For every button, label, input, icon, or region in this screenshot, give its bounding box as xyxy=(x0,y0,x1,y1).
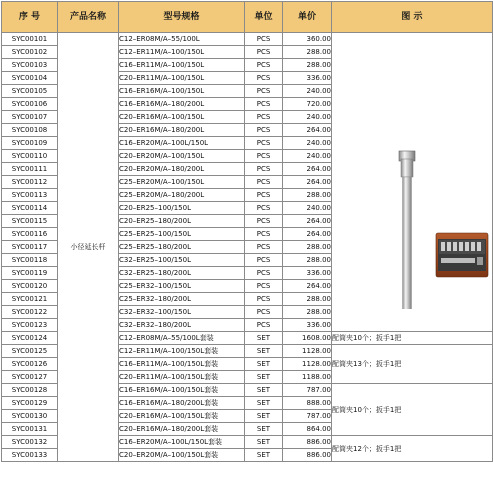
row-code: SYC00124 xyxy=(2,332,58,345)
row-unit: PCS xyxy=(245,124,283,137)
row-price: 886.00 xyxy=(283,449,332,462)
row-unit: PCS xyxy=(245,241,283,254)
header-row xyxy=(2,2,493,33)
row-model: C16–ER16M/A–180/200L套装 xyxy=(119,397,245,410)
row-unit: SET xyxy=(245,345,283,358)
row-code: SYC00110 xyxy=(2,150,58,163)
row-model: C16–ER16M/A–180/200L xyxy=(119,98,245,111)
row-model: C20–ER20M/A–180/200L xyxy=(119,163,245,176)
row-model: C16–ER16M/A–100/150L套装 xyxy=(119,384,245,397)
extension-rod-image xyxy=(332,33,492,309)
row-price: 1128.00 xyxy=(283,345,332,358)
row-price: 1188.00 xyxy=(283,371,332,384)
row-unit: PCS xyxy=(245,72,283,85)
row-code: SYC00133 xyxy=(2,449,58,462)
row-unit: SET xyxy=(245,384,283,397)
row-code: SYC00121 xyxy=(2,293,58,306)
row-price: 360.00 xyxy=(283,33,332,46)
product-name-cell: 小径延长杆 xyxy=(58,33,119,462)
row-code: SYC00101 xyxy=(2,33,58,46)
row-code: SYC00106 xyxy=(2,98,58,111)
row-unit: PCS xyxy=(245,111,283,124)
row-price: 787.00 xyxy=(283,384,332,397)
row-model: C20–ER11M/A–100/150L xyxy=(119,72,245,85)
row-price: 288.00 xyxy=(283,254,332,267)
row-model: C20–ER16M/A–100/150L套装 xyxy=(119,410,245,423)
row-price: 336.00 xyxy=(283,72,332,85)
row-model: C25–ER25–180/200L xyxy=(119,241,245,254)
table-row xyxy=(2,33,493,46)
row-model: C16–ER11M/A–100/150L xyxy=(119,59,245,72)
row-code: SYC00111 xyxy=(2,163,58,176)
header-unit: 单位 xyxy=(245,2,283,33)
row-unit: PCS xyxy=(245,319,283,332)
row-unit: PCS xyxy=(245,267,283,280)
row-unit: SET xyxy=(245,371,283,384)
row-code: SYC00128 xyxy=(2,384,58,397)
row-model: C16–ER16M/A–100/150L xyxy=(119,85,245,98)
row-unit: SET xyxy=(245,423,283,436)
row-price: 288.00 xyxy=(283,189,332,202)
row-price: 288.00 xyxy=(283,306,332,319)
row-code: SYC00120 xyxy=(2,280,58,293)
row-model: C20–ER16M/A–100/150L xyxy=(119,111,245,124)
row-unit: PCS xyxy=(245,228,283,241)
row-price: 1128.00 xyxy=(283,358,332,371)
row-code: SYC00123 xyxy=(2,319,58,332)
row-price: 240.00 xyxy=(283,85,332,98)
row-code: SYC00108 xyxy=(2,124,58,137)
row-unit: SET xyxy=(245,397,283,410)
row-code: SYC00125 xyxy=(2,345,58,358)
row-model: C16–ER11M/A–100/150L套装 xyxy=(119,358,245,371)
row-price: 288.00 xyxy=(283,46,332,59)
row-code: SYC00127 xyxy=(2,371,58,384)
row-unit: PCS xyxy=(245,59,283,72)
row-code: SYC00129 xyxy=(2,397,58,410)
header-illustration: 图 示 xyxy=(332,2,493,33)
row-unit: SET xyxy=(245,449,283,462)
header-model: 型号规格 xyxy=(119,2,245,33)
row-model: C20–ER16M/A–180/200L套装 xyxy=(119,423,245,436)
note-cell: 配筒夹10个；扳手1把 xyxy=(332,384,493,436)
row-model: C20–ER25–100/150L xyxy=(119,202,245,215)
row-model: C12–ER08M/A–55/100L xyxy=(119,33,245,46)
row-unit: PCS xyxy=(245,254,283,267)
row-unit: PCS xyxy=(245,293,283,306)
row-code: SYC00103 xyxy=(2,59,58,72)
row-price: 264.00 xyxy=(283,280,332,293)
row-model: C32–ER32–180/200L xyxy=(119,319,245,332)
row-unit: SET xyxy=(245,332,283,345)
row-code: SYC00104 xyxy=(2,72,58,85)
row-price: 264.00 xyxy=(283,163,332,176)
row-code: SYC00132 xyxy=(2,436,58,449)
row-code: SYC00115 xyxy=(2,215,58,228)
row-code: SYC00117 xyxy=(2,241,58,254)
row-unit: PCS xyxy=(245,163,283,176)
row-unit: SET xyxy=(245,358,283,371)
row-code: SYC00116 xyxy=(2,228,58,241)
row-price: 720.00 xyxy=(283,98,332,111)
row-code: SYC00109 xyxy=(2,137,58,150)
row-model: C32–ER32–100/150L xyxy=(119,306,245,319)
row-unit: SET xyxy=(245,436,283,449)
row-price: 888.00 xyxy=(283,397,332,410)
row-unit: SET xyxy=(245,410,283,423)
row-unit: PCS xyxy=(245,98,283,111)
row-code: SYC00107 xyxy=(2,111,58,124)
row-model: C20–ER16M/A–180/200L xyxy=(119,124,245,137)
row-model: C25–ER25–100/150L xyxy=(119,228,245,241)
row-unit: PCS xyxy=(245,176,283,189)
row-model: C32–ER25–180/200L xyxy=(119,267,245,280)
row-unit: PCS xyxy=(245,189,283,202)
row-model: C12–ER11M/A–100/150L xyxy=(119,46,245,59)
note-cell: 配筒夹12个；扳手1把 xyxy=(332,436,493,462)
header-product-name: 产品名称 xyxy=(58,2,119,33)
note-cell: 配筒夹10个；扳手1把 xyxy=(332,332,493,345)
row-unit: PCS xyxy=(245,46,283,59)
row-price: 288.00 xyxy=(283,59,332,72)
header-price: 单价 xyxy=(283,2,332,33)
row-unit: PCS xyxy=(245,280,283,293)
row-price: 1608.00 xyxy=(283,332,332,345)
row-model: C25–ER20M/A–100/150L xyxy=(119,176,245,189)
row-price: 336.00 xyxy=(283,267,332,280)
row-price: 240.00 xyxy=(283,150,332,163)
row-model: C12–ER11M/A–100/150L套装 xyxy=(119,345,245,358)
row-unit: PCS xyxy=(245,202,283,215)
note-cell: 配筒夹13个；扳手1把 xyxy=(332,345,493,384)
row-price: 886.00 xyxy=(283,436,332,449)
row-price: 264.00 xyxy=(283,228,332,241)
row-model: C20–ER20M/A–100/150L xyxy=(119,150,245,163)
row-unit: PCS xyxy=(245,85,283,98)
row-model: C16–ER20M/A–100L/150L套装 xyxy=(119,436,245,449)
row-price: 264.00 xyxy=(283,176,332,189)
price-table xyxy=(1,1,493,462)
row-price: 288.00 xyxy=(283,241,332,254)
row-code: SYC00130 xyxy=(2,410,58,423)
row-price: 240.00 xyxy=(283,111,332,124)
row-code: SYC00119 xyxy=(2,267,58,280)
row-unit: PCS xyxy=(245,215,283,228)
row-price: 264.00 xyxy=(283,215,332,228)
row-code: SYC00112 xyxy=(2,176,58,189)
header-serial: 序 号 xyxy=(2,2,58,33)
row-code: SYC00126 xyxy=(2,358,58,371)
row-price: 864.00 xyxy=(283,423,332,436)
row-model: C16–ER20M/A–100L/150L xyxy=(119,137,245,150)
row-model: C25–ER32–180/200L xyxy=(119,293,245,306)
row-model: C32–ER25–100/150L xyxy=(119,254,245,267)
price-list-page xyxy=(1,1,492,490)
row-model: C20–ER20M/A–100/150L套装 xyxy=(119,449,245,462)
row-model: C20–ER11M/A–100/150L套装 xyxy=(119,371,245,384)
row-model: C12–ER08M/A–55/100L套装 xyxy=(119,332,245,345)
row-price: 336.00 xyxy=(283,319,332,332)
row-code: SYC00113 xyxy=(2,189,58,202)
row-unit: PCS xyxy=(245,306,283,319)
row-price: 240.00 xyxy=(283,202,332,215)
row-code: SYC00122 xyxy=(2,306,58,319)
row-unit: PCS xyxy=(245,150,283,163)
row-price: 787.00 xyxy=(283,410,332,423)
row-code: SYC00118 xyxy=(2,254,58,267)
row-code: SYC00114 xyxy=(2,202,58,215)
row-price: 264.00 xyxy=(283,124,332,137)
row-model: C20–ER25–180/200L xyxy=(119,215,245,228)
row-code: SYC00131 xyxy=(2,423,58,436)
illustration-cell xyxy=(332,33,493,332)
row-unit: PCS xyxy=(245,137,283,150)
row-unit: PCS xyxy=(245,33,283,46)
row-price: 288.00 xyxy=(283,293,332,306)
row-code: SYC00102 xyxy=(2,46,58,59)
row-model: C25–ER32–100/150L xyxy=(119,280,245,293)
row-price: 240.00 xyxy=(283,137,332,150)
row-code: SYC00105 xyxy=(2,85,58,98)
row-model: C25–ER20M/A–180/200L xyxy=(119,189,245,202)
